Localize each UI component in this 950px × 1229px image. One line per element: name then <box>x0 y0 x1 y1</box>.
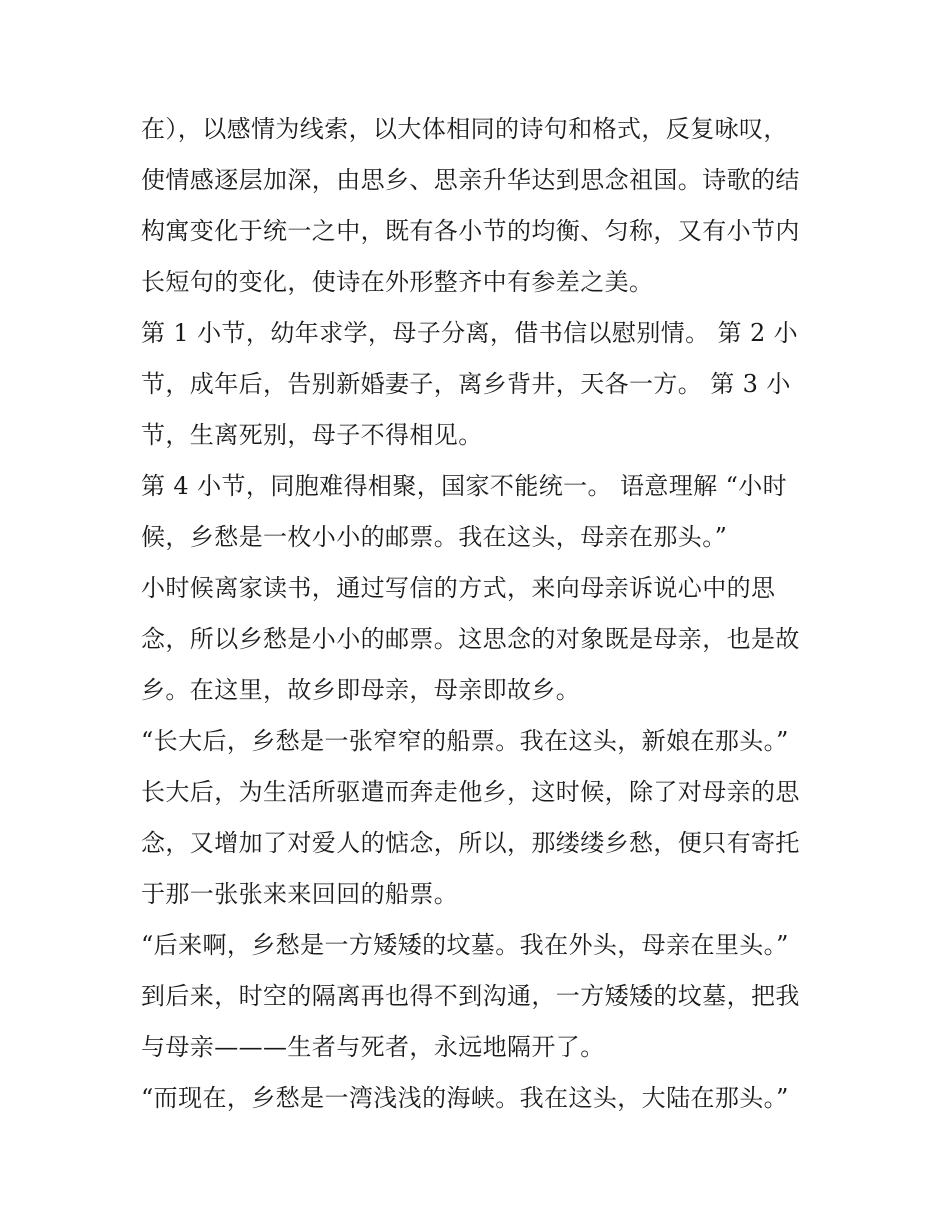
text-line: 长大后，为生活所驱遣而奔走他乡，这时候，除了对母亲的思 <box>141 778 800 806</box>
text-line: 第 1 小节，幼年求学，母子分离，借书信以慰别情。 第 2 小 <box>141 319 799 347</box>
text-line: “后来啊，乡愁是一方矮矮的坟墓。我在外头，母亲在里头。” <box>141 931 789 959</box>
text-line: 到后来，时空的隔离再也得不到沟通，一方矮矮的坟墓，把我 <box>141 982 800 1010</box>
text-line: 与母亲———生者与死者，永远地隔开了。 <box>141 1033 605 1061</box>
document-body <box>141 104 821 1124</box>
text-line: 在），以感情为线索，以大体相同的诗句和格式，反复咏叹， <box>141 115 788 143</box>
text-line: 长短句的变化，使诗在外形整齐中有参差之美。 <box>141 268 654 296</box>
text-line: 节，生离死别，母子不得相见。 <box>141 421 483 449</box>
text-line: “而现在，乡愁是一湾浅浅的海峡。我在这头，大陆在那头。” <box>141 1084 789 1112</box>
text-line: 节，成年后，告别新婚妻子，离乡背井，天各一方。 第 3 小 <box>141 370 791 398</box>
text-line: 念，所以乡愁是小小的邮票。这思念的对象既是母亲，也是故 <box>141 625 800 653</box>
text-line: “长大后，乡愁是一张窄窄的船票。我在这头，新娘在那头。” <box>141 727 789 755</box>
text-line: 念，又增加了对爱人的惦念，所以，那缕缕乡愁，便只有寄托 <box>141 829 800 857</box>
text-line: 第 4 小节，同胞难得相聚，国家不能统一。 语意理解 “小时 <box>141 472 788 500</box>
text-line: 候，乡愁是一枚小小的邮票。我在这头，母亲在那头。” <box>141 523 728 551</box>
text-line: 于那一张张来来回回的船票。 <box>141 880 459 908</box>
text-line: 乡。在这里，故乡即母亲，母亲即故乡。 <box>141 676 581 704</box>
text-line: 使情感逐层加深，由思乡、思亲升华达到思念祖国。诗歌的结 <box>141 166 800 194</box>
text-line: 构寓变化于统一之中，既有各小节的均衡、匀称，又有小节内 <box>141 217 800 245</box>
text-line: 小时候离家读书，通过写信的方式，来向母亲诉说心中的思 <box>141 574 776 602</box>
